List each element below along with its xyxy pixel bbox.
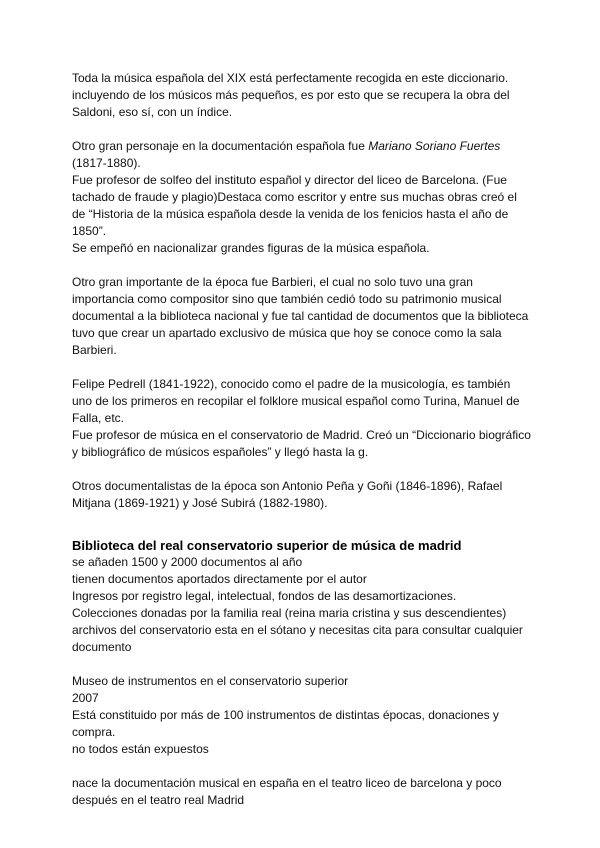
paragraph-other-documentalists: Otros documentalistas de la época son Antonio Peña y Goñi (1846-1896), Rafael Mitjana (1869-1921) y José Subirá (1882-1980). (72, 479, 503, 510)
spacer (72, 512, 532, 537)
list-line: Colecciones donadas por la familia real (reina maria cristina y sus descendientes) (72, 606, 507, 620)
paragraph-soriano-detail: Fue profesor de solfeo del instituto español y director del liceo de Barcelona. (Fue tachado de fraude y plagio)Destaca como escritor y entre sus muchas obras creó el de “Historia de la música española desde la venida de los fenicios hasta el año de 1850”. (72, 173, 517, 238)
paragraph-pedrell-diccionario: Fue profesor de música en el conservatorio de Madrid. Creó un “Diccionario biográfico y bibliográfico de músicos españoles” y llegó hasta la g. (72, 428, 531, 459)
closing-paragraph: nace la documentación musical en españa en el teatro liceo de barcelona y poco después en el teatro real Madrid (72, 776, 502, 807)
list-line: Ingresos por registro legal, intelectual, fondos de las desamortizaciones. (72, 589, 457, 603)
museum-note: no todos están expuestos (72, 742, 209, 756)
person-name: Mariano Soriano Fuertes (368, 139, 501, 153)
museum-year: 2007 (72, 691, 99, 705)
museum-description: Está constituido por más de 100 instrumentos de distintas épocas, donaciones y compra. (72, 708, 499, 739)
paragraph-saldoni: Toda la música española del XIX está perfectamente recogida en este diccionario. incluyendo de los músicos más pequeños, es por esto que se recupera la obra del Saldoni, eso sí, con un índice. (72, 71, 510, 119)
list-line: archivos del conservatorio esta en el sótano y necesitas cita para consultar cualquier documento (72, 623, 523, 654)
paragraph-soriano-nationalize: Se empeñó en nacionalizar grandes figuras de la música española. (72, 241, 430, 255)
list-line: tienen documentos aportados directamente por el autor (72, 572, 367, 586)
spacer (72, 257, 532, 274)
spacer (72, 121, 532, 138)
spacer (72, 758, 532, 775)
spacer (72, 359, 532, 376)
paragraph-soriano (72, 138, 532, 172)
spacer (72, 461, 532, 478)
text-run: Otro gran personaje en la documentación española fue (72, 139, 369, 153)
paragraph-pedrell: Felipe Pedrell (1841-1922), conocido como el padre de la musicología, es también uno de los primeros en recopilar el folklore musical español como Turina, Manuel de Falla, etc. (72, 377, 520, 425)
document-page (72, 70, 532, 809)
spacer (72, 656, 532, 673)
paragraph-barbieri: Otro gran importante de la época fue Barbieri, el cual no solo tuvo una gran importancia como compositor sino que también cedió todo su patrimonio musical documental a la biblioteca nacional y fue tal cantidad de documentos que la biblioteca tuvo que crear un apartado exclusivo de música que hoy se conoce como la sala Barbieri. (72, 275, 529, 357)
dates: (1817-1880). (72, 156, 141, 170)
section-heading: Biblioteca del real conservatorio superior de música de madrid (72, 538, 462, 553)
museum-title: Museo de instrumentos en el conservatorio superior (72, 674, 349, 688)
list-line: se añaden 1500 y 2000 documentos al año (72, 555, 303, 569)
